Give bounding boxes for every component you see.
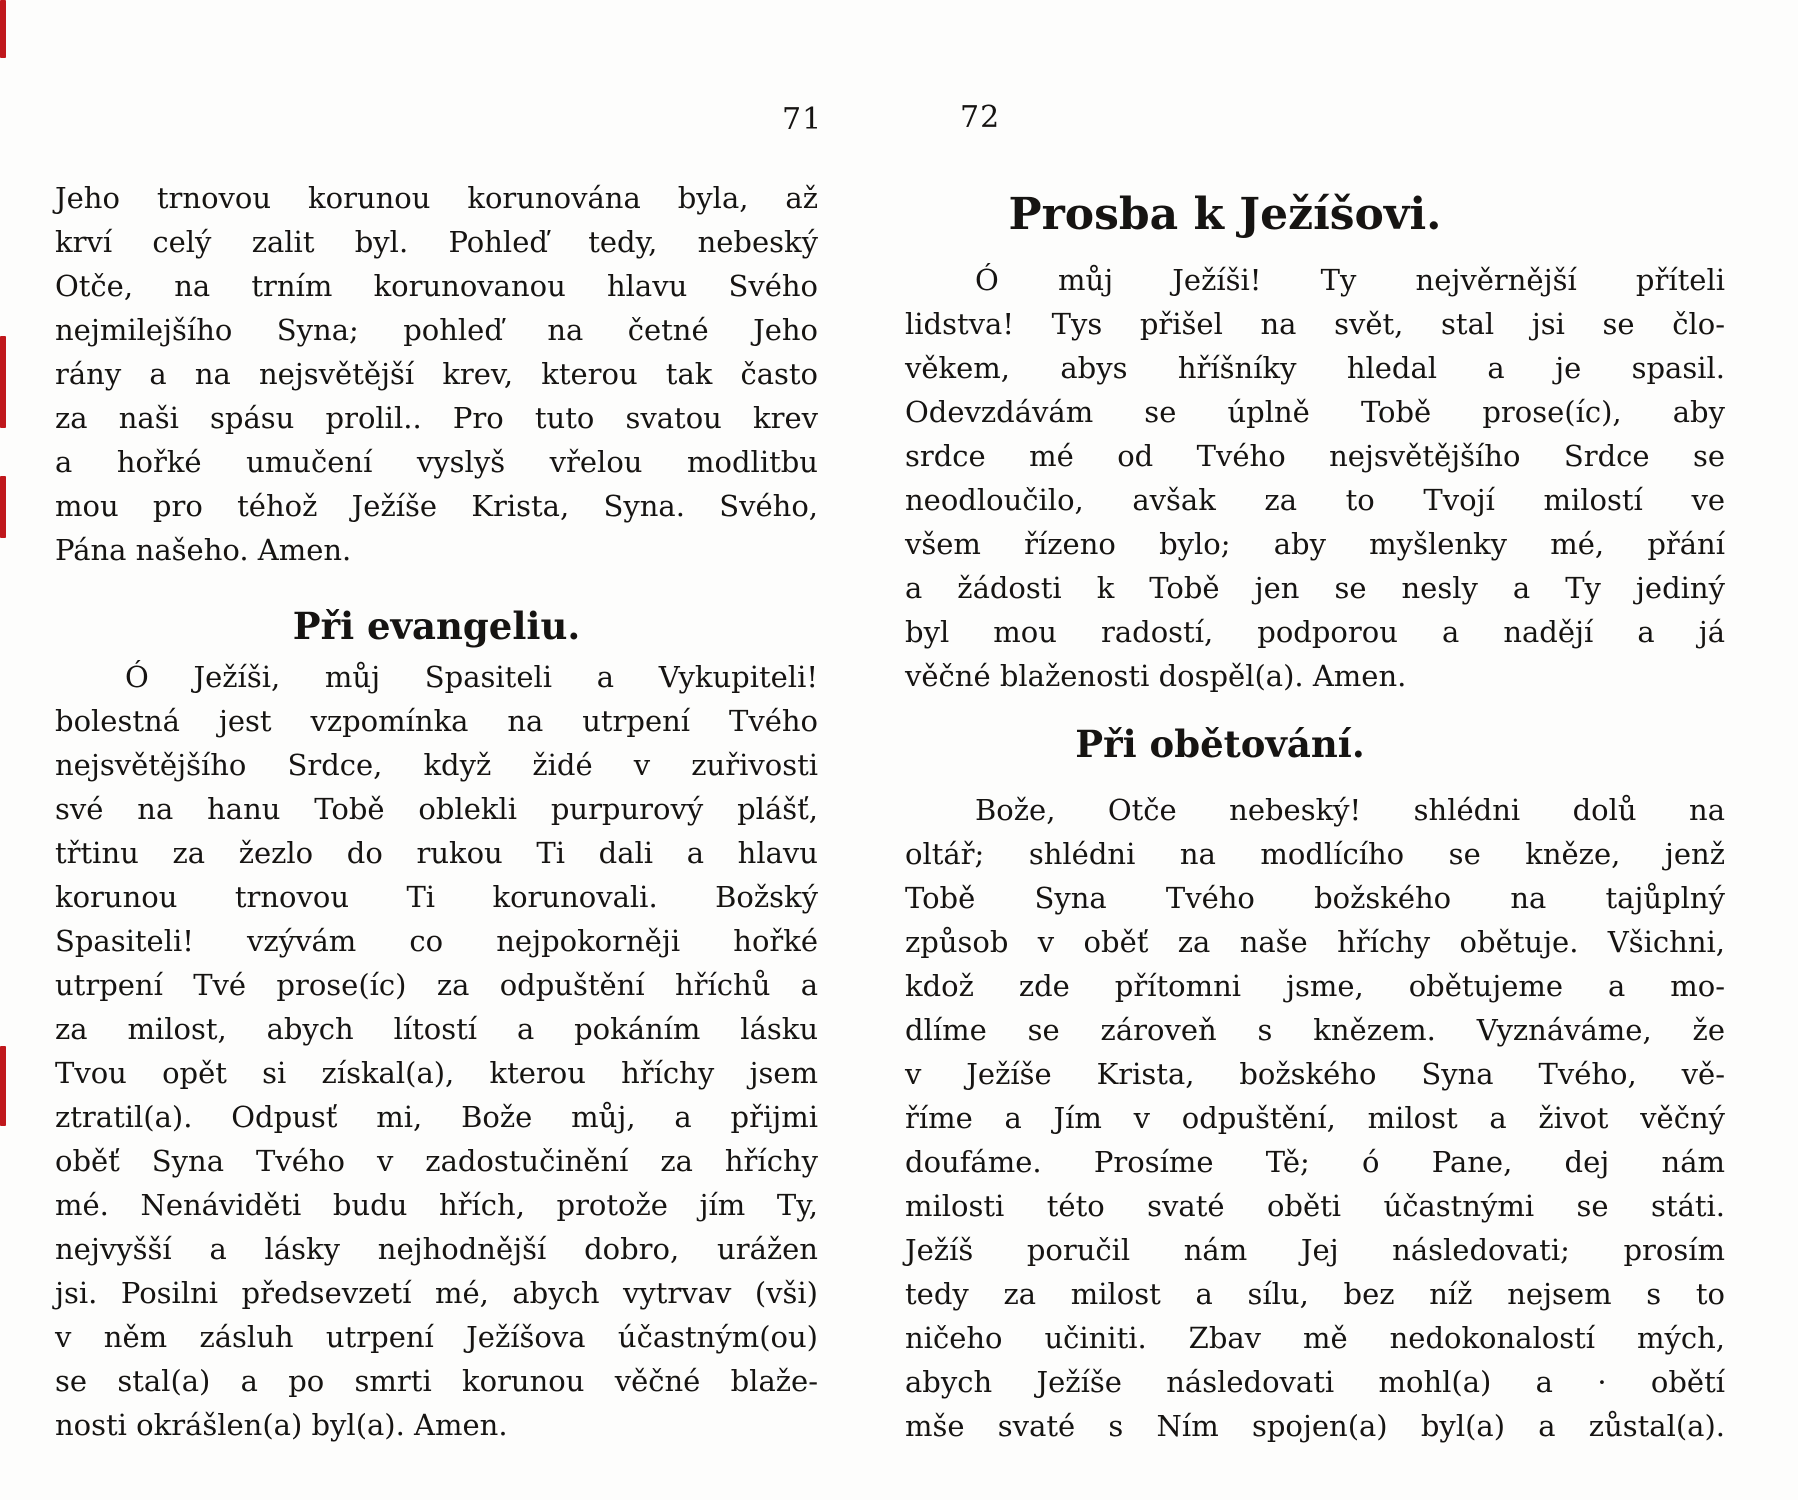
text-line: za naši spásu prolil.. Pro tuto svatou krev [55,401,818,435]
left-page-column [55,0,818,1447]
text-line: Odevzdávám se úplně Tobě prose(íc), aby [905,395,1725,429]
section-heading-pri-obetovani: Při obětování. [1075,722,1365,766]
text-line: Ó můj Ježíši! Ty nejvěrnější příteli [975,263,1725,297]
text-line: své na hanu Tobě oblekli purpurový plášť, [55,792,818,826]
text-line: mou pro téhož Ježíše Krista, Syna. Svého, [55,489,818,523]
text-line: věkem, abys hříšníky hledal a je spasil. [905,351,1725,385]
text-line: rány a na nejsvětější krev, kterou tak často [55,357,818,391]
text-line: Jeho trnovou korunou korunována byla, až [55,181,818,215]
text-line: byl mou radostí, podporou a nadějí a já [905,615,1725,649]
text-line: Ježíš poručil nám Jej následovati; prosím [905,1233,1725,1267]
text-line: milosti této svaté oběti účastnými se státi. [905,1189,1725,1223]
text-line: nosti okrášlen(a) byl(a). Amen. [55,1408,508,1442]
text-line: způsob v oběť za naše hříchy obětuje. Všichni, [905,925,1725,959]
text-line: nejsvětějšího Srdce, když židé v zuřivosti [55,748,818,782]
left-page-prayer-paragraph [55,655,818,1447]
right-page-offertory-paragraph [905,788,1725,1448]
text-line: utrpení Tvé prose(íc) za odpuštění hříchů a [55,968,818,1002]
text-line: v Ježíše Krista, božského Syna Tvého, vě- [905,1057,1725,1091]
text-line: říme a Jím v odpuštění, milost a život věčný [905,1101,1725,1135]
right-page-prayer-paragraph [905,258,1725,698]
text-line: Bože, Otče nebeský! shlédni dolů na [975,793,1725,827]
text-line: bolestná jest vzpomínka na utrpení Tvého [55,704,818,738]
text-line: doufáme. Prosíme Tě; ó Pane, dej nám [905,1145,1725,1179]
text-line: nejmilejšího Syna; pohleď na četné Jeho [55,313,818,347]
left-page-paragraph-continuation [55,176,818,572]
text-line: kdož zde přítomni jsme, obětujeme a mo- [905,969,1725,1003]
text-line: tedy za milost a sílu, bez níž nejsem s to [905,1277,1725,1311]
page-number-left: 71 [782,102,823,137]
text-line: korunou trnovou Ti korunovali. Božský [55,880,818,914]
text-line: nejvyšší a lásky nejhodnější dobro, urážen [55,1232,818,1266]
text-line: Pána našeho. Amen. [55,533,352,567]
red-edge-mark [0,1046,6,1126]
text-line: Tvou opět si získal(a), kterou hříchy jsem [55,1056,818,1090]
text-line: dlíme se zároveň s knězem. Vyznáváme, že [905,1013,1725,1047]
text-line: mé. Nenáviděti budu hřích, protože jím Ty, [55,1188,818,1222]
text-line: ničeho učiniti. Zbav mě nedokonalostí mých, [905,1321,1725,1355]
text-line: Tobě Syna Tvého božského na tajůplný [905,881,1725,915]
text-line: se stal(a) a po smrti korunou věčné blaže- [55,1364,818,1398]
text-line: a hořké umučení vyslyš vřelou modlitbu [55,445,818,479]
text-line: jsi. Posilni předsevzetí mé, abych vytrvav (vši) [55,1276,818,1310]
section-heading-pri-evangeliu: Při evangeliu. [292,604,581,648]
page-title-prosba-k-jezisovi: Prosba k Ježíšovi. [1008,189,1442,240]
text-line: ztratil(a). Odpusť mi, Bože můj, a přijmi [55,1100,818,1134]
text-line: všem řízeno bylo; aby myšlenky mé, přání [905,527,1725,561]
text-line: oběť Syna Tvého v zadostučinění za hříchy [55,1144,818,1178]
text-line: srdce mé od Tvého nejsvětějšího Srdce se [905,439,1725,473]
text-line: za milost, abych lítostí a pokáním lásku [55,1012,818,1046]
text-line: Spasiteli! vzývám co nejpokorněji hořké [55,924,818,958]
text-line: v něm zásluh utrpení Ježíšova účastným(ou) [55,1320,818,1354]
text-line: třtinu za žezlo do rukou Ti dali a hlavu [55,836,818,870]
text-line: abych Ježíše následovati mohl(a) a · obětí [905,1365,1725,1399]
text-line: lidstva! Tys přišel na svět, stal jsi se člo- [905,307,1725,341]
right-page-column [905,0,1725,1448]
text-line: oltář; shlédni na modlícího se kněze, jenž [905,837,1725,871]
text-line: Otče, na trním korunovanou hlavu Svého [55,269,818,303]
text-line: mše svaté s Ním spojen(a) byl(a) a zůstal(a). [905,1409,1725,1443]
text-line: krví celý zalit byl. Pohleď tedy, nebeský [55,225,818,259]
page-number-right: 72 [960,100,1001,135]
red-edge-mark [0,336,6,428]
red-edge-mark [0,476,6,538]
text-line: a žádosti k Tobě jen se nesly a Ty jediný [905,571,1725,605]
red-edge-mark [0,0,6,58]
text-line: Ó Ježíši, můj Spasiteli a Vykupiteli! [125,660,818,694]
text-line: věčné blaženosti dospěl(a). Amen. [905,659,1407,693]
text-line: neodloučilo, avšak za to Tvojí milostí ve [905,483,1725,517]
